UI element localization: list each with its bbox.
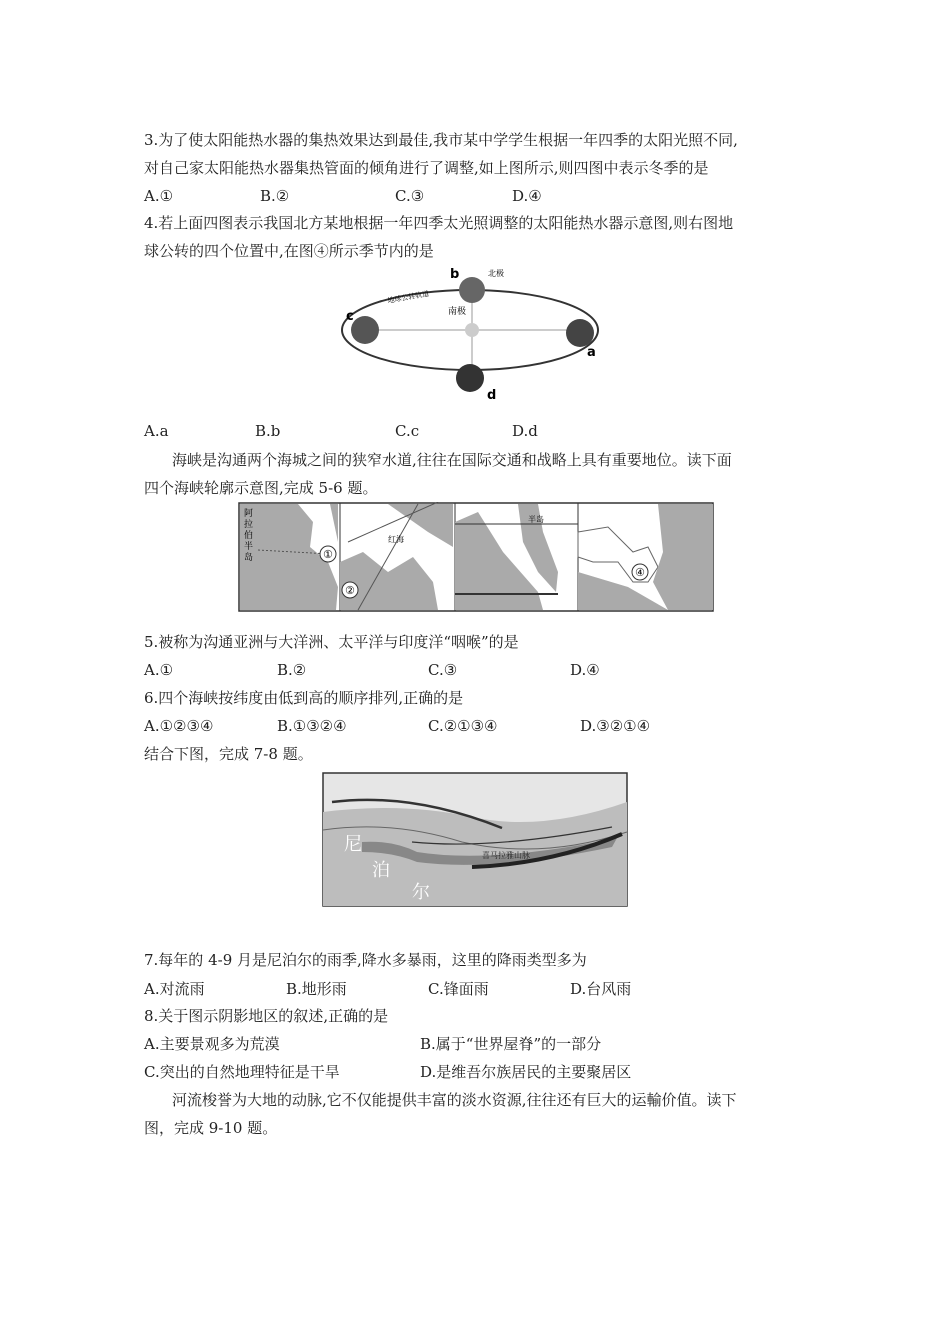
q7-option-a: A.对流雨 xyxy=(144,980,205,998)
strait-intro-line2: 四个海峡轮廓示意图,完成 5-6 题。 xyxy=(144,479,378,497)
label-arabian-peninsula: 阿拉伯半岛 xyxy=(244,509,254,563)
q5-option-d: D.④ xyxy=(570,661,600,679)
q3-option-c: C.③ xyxy=(395,187,425,205)
river-intro-line2: 图，完成 9-10 题。 xyxy=(144,1119,278,1137)
label-peninsula: 半岛 xyxy=(528,515,544,524)
earth-d-icon xyxy=(456,364,484,392)
straits-figure xyxy=(238,502,714,612)
q8-stem: 8.关于图示阴影地区的叙述,正确的是 xyxy=(144,1007,389,1025)
label-strait-4: ④ xyxy=(635,566,645,579)
q4-option-b: B.b xyxy=(255,422,281,440)
strait-intro-line1: 海峡是沟通两个海城之间的狭窄水道,往往在国际交通和战略上具有重要地位。读下面 xyxy=(172,451,732,469)
label-red-sea: 红海 xyxy=(388,535,404,544)
label-ni: 尼 xyxy=(344,834,362,855)
label-b: b xyxy=(450,267,460,282)
q4-option-a: A.a xyxy=(144,422,169,440)
earth-orbit-figure xyxy=(330,260,620,405)
earth-b-icon xyxy=(459,277,485,303)
q3-option-a: A.① xyxy=(144,187,174,205)
sun-icon xyxy=(465,323,479,337)
q5-stem: 5.被称为沟通亚洲与大洋洲、太平洋与印度洋“咽喉”的是 xyxy=(144,633,519,651)
q3-stem-line1: 3.为了使太阳能热水器的集热效果达到最佳,我市某中学学生根据一年四季的太阳光照不同, xyxy=(144,131,738,149)
q6-stem: 6.四个海峡按纬度由低到高的顺序排列,正确的是 xyxy=(144,689,464,707)
q7-option-c: C.锋面雨 xyxy=(428,980,489,998)
label-south-pole: 南极 xyxy=(448,307,467,317)
label-strait-2: ② xyxy=(345,584,355,597)
q5-option-b: B.② xyxy=(277,661,307,679)
q7-option-d: D.台风雨 xyxy=(570,980,632,998)
label-c: c xyxy=(346,309,354,324)
earth-a-icon xyxy=(566,319,594,347)
q4-stem-line2: 球公转的四个位置中,在图④所示季节内的是 xyxy=(144,242,434,260)
q6-option-b: B.①③②④ xyxy=(277,717,347,735)
q8-option-a: A.主要景观多为荒漠 xyxy=(144,1035,280,1053)
q8-option-c: C.突出的自然地理特征是干旱 xyxy=(144,1063,340,1081)
q6-option-a: A.①②③④ xyxy=(144,717,214,735)
q6-option-d: D.③②①④ xyxy=(580,717,651,735)
q5-option-c: C.③ xyxy=(428,661,458,679)
q3-option-b: B.② xyxy=(260,187,290,205)
q4-option-d: D.d xyxy=(512,422,538,440)
label-po: 泊 xyxy=(372,860,390,881)
q6-option-c: C.②①③④ xyxy=(428,717,498,735)
q3-stem-line2: 对自己家太阳能热水器集热管面的倾角进行了调整,如上图所示,则四图中表示冬季的是 xyxy=(144,159,709,177)
q4-option-c: C.c xyxy=(395,422,420,440)
label-er: 尔 xyxy=(412,882,430,903)
q8-option-b: B.属于“世界屋脊”的一部分 xyxy=(420,1035,602,1053)
q4-stem-line1: 4.若上面四图表示我国北方某地根据一年四季太光照调整的太阳能热水器示意图,则右图地 xyxy=(144,214,734,232)
q78-intro: 结合下图，完成 7-8 题。 xyxy=(144,745,313,763)
earth-c-icon xyxy=(351,316,379,344)
label-mountain: 喜马拉雅山脉 xyxy=(482,851,530,860)
label-orbit-direction: 地球公转轨道 xyxy=(386,289,430,305)
label-d: d xyxy=(487,388,497,403)
q7-stem: 7.每年的 4-9 月是尼泊尔的雨季,降水多暴雨，这里的降雨类型多为 xyxy=(144,951,587,969)
label-north-pole: 北极 xyxy=(488,269,504,278)
q8-option-d: D.是维吾尔族居民的主要聚居区 xyxy=(420,1063,632,1081)
q7-option-b: B.地形雨 xyxy=(286,980,347,998)
label-a: a xyxy=(587,345,596,360)
nepal-map-figure xyxy=(322,772,628,907)
q5-option-a: A.① xyxy=(144,661,174,679)
river-intro-line1: 河流梭誉为大地的动脉,它不仅能提供丰富的淡水资源,往往还有巨大的运輸价值。读下 xyxy=(172,1091,737,1109)
label-strait-1: ① xyxy=(323,548,333,561)
q3-option-d: D.④ xyxy=(512,187,542,205)
